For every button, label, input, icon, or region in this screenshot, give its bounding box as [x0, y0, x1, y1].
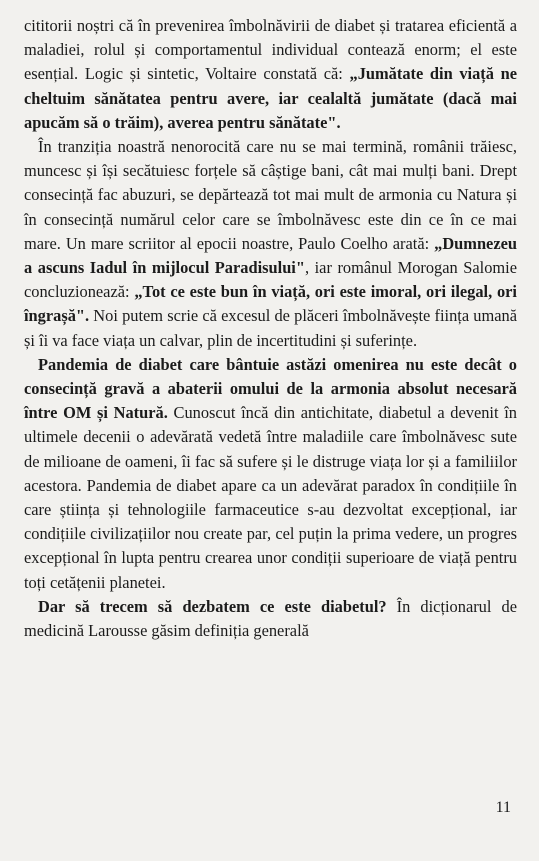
- definition-question: Dar să trecem să dezbatem ce este diabetul?: [38, 596, 387, 616]
- text-segment: Noi putem scrie că excesul de plăceri îmbolnăvește ființa umană și îi va face viața un calvar, plin de incertitudini și suferințe.: [24, 306, 517, 350]
- page-number: 11: [495, 799, 511, 816]
- text-segment: cititorii noștri că în prevenirea îmbolnăvirii de diabet și tratarea eficientă a maladiei, rolul și comportamentul individual contează enorm; el este esențial. Logic și sintetic, Voltaire constată că:: [24, 16, 517, 84]
- paragraph-transition: [24, 135, 517, 353]
- voltaire-quote: „Jumătate din viață ne cheltuim sănătatea pentru avere, iar cealaltă jumătate (dacă mai apucăm să o trăim), averea pentru sănătate".: [24, 64, 518, 132]
- paragraph-voltaire: [24, 14, 517, 135]
- body-text: [24, 14, 517, 643]
- text-segment: În tranziția noastră nenorocită care nu se mai termină, românii trăiesc, muncesc și își secătuiesc forțele să câștige bani, cât mai mulți bani. Drept consecință fac abuzuri, se depărtează tot mai mult de armonia cu Natura și în consecință numărul celor care se îmbolnăvesc este din ce în ce mai mare. Un mare scriitor al epocii noastre, Paulo Coelho arată:: [24, 137, 517, 253]
- pandemic-statement: Pandemia de diabet care bântuie astăzi omenirea nu este decât o consecință gravă a abaterii omului de la armonia absolut necesară între OM și Natură.: [24, 354, 517, 423]
- coelho-quote: „Dumnezeu a ascuns Iadul în mijlocul Paradisului": [24, 233, 517, 278]
- paragraph-definition: [24, 595, 517, 643]
- text-segment: , iar românul Morogan Salomie concluzionează:: [24, 258, 517, 302]
- morogan-quote: „Tot ce este bun în viață, ori este imoral, ori ilegal, ori îngrașă".: [24, 282, 517, 326]
- text-segment: În dicționarul de medicină Larousse găsim definiția generală: [24, 596, 517, 641]
- text-segment: Cunoscut încă din antichitate, diabetul a devenit în ultimele decenii o adevărată vedetă între maladiile care îmbolnăvesc sute de milioane de oameni, îi fac să sufere și le distruge viața lor și a familiilor acestora. Pandemia de diabet apare ca un adevărat paradox în condițiile în care știința și tehnologiile farmaceutice s-au dezvoltat excepțional, iar condițiile civilizațiilor nou create par, cel puțin la prima vedere, un progres excepțional în lupta pentru crearea unor condiții superioare de viață pentru toți cetățenii planetei.: [24, 403, 517, 592]
- paragraph-pandemic: [24, 353, 517, 595]
